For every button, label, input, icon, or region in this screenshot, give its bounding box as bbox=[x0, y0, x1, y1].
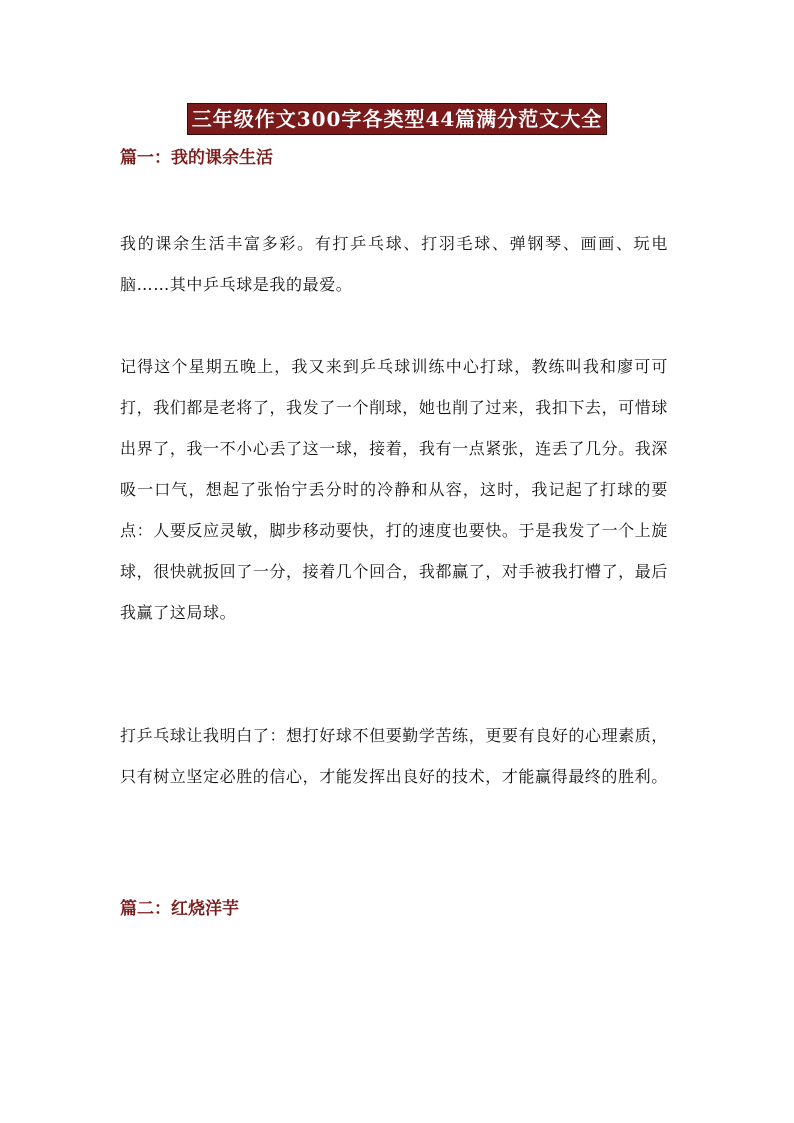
paragraph-2: 记得这个星期五晚上，我又来到乒乓球训练中心打球，教练叫我和廖可可打，我们都是老将了，我发了一个削球，她也削了过来，我扣下去，可惜球出界了，我一不小心丢了这一球，接着，我有一点紧张，连丢了几分。我深吸一口气，想起了张怡宁丢分时的冷静和从容，这时，我记起了打球的要点：人要反应灵敏，脚步移动要快，打的速度也要快。于是我发了一个上旋球，很快就扳回了一分，接着几个回合，我都赢了，对手被我打懵了，最后我赢了这局球。 bbox=[120, 357, 668, 622]
paragraph-1: 我的课余生活丰富多彩。有打乒乓球、打羽毛球、弹钢琴、画画、玩电脑……其中乒乓球是我的最爱。 bbox=[120, 234, 668, 294]
title-wrapper bbox=[0, 103, 794, 135]
document-title: 三年级作文300字各类型44篇满分范文大全 bbox=[187, 103, 608, 135]
section-heading-1: 篇一：我的课余生活 bbox=[120, 148, 273, 168]
paragraph-3: 打乒乓球让我明白了：想打好球不但要勤学苦练，更要有良好的心理素质，只有树立坚定必胜的信心，才能发挥出良好的技术，才能赢得最终的胜利。 bbox=[120, 726, 668, 786]
section-heading-2: 篇二：红烧洋芋 bbox=[120, 899, 239, 919]
